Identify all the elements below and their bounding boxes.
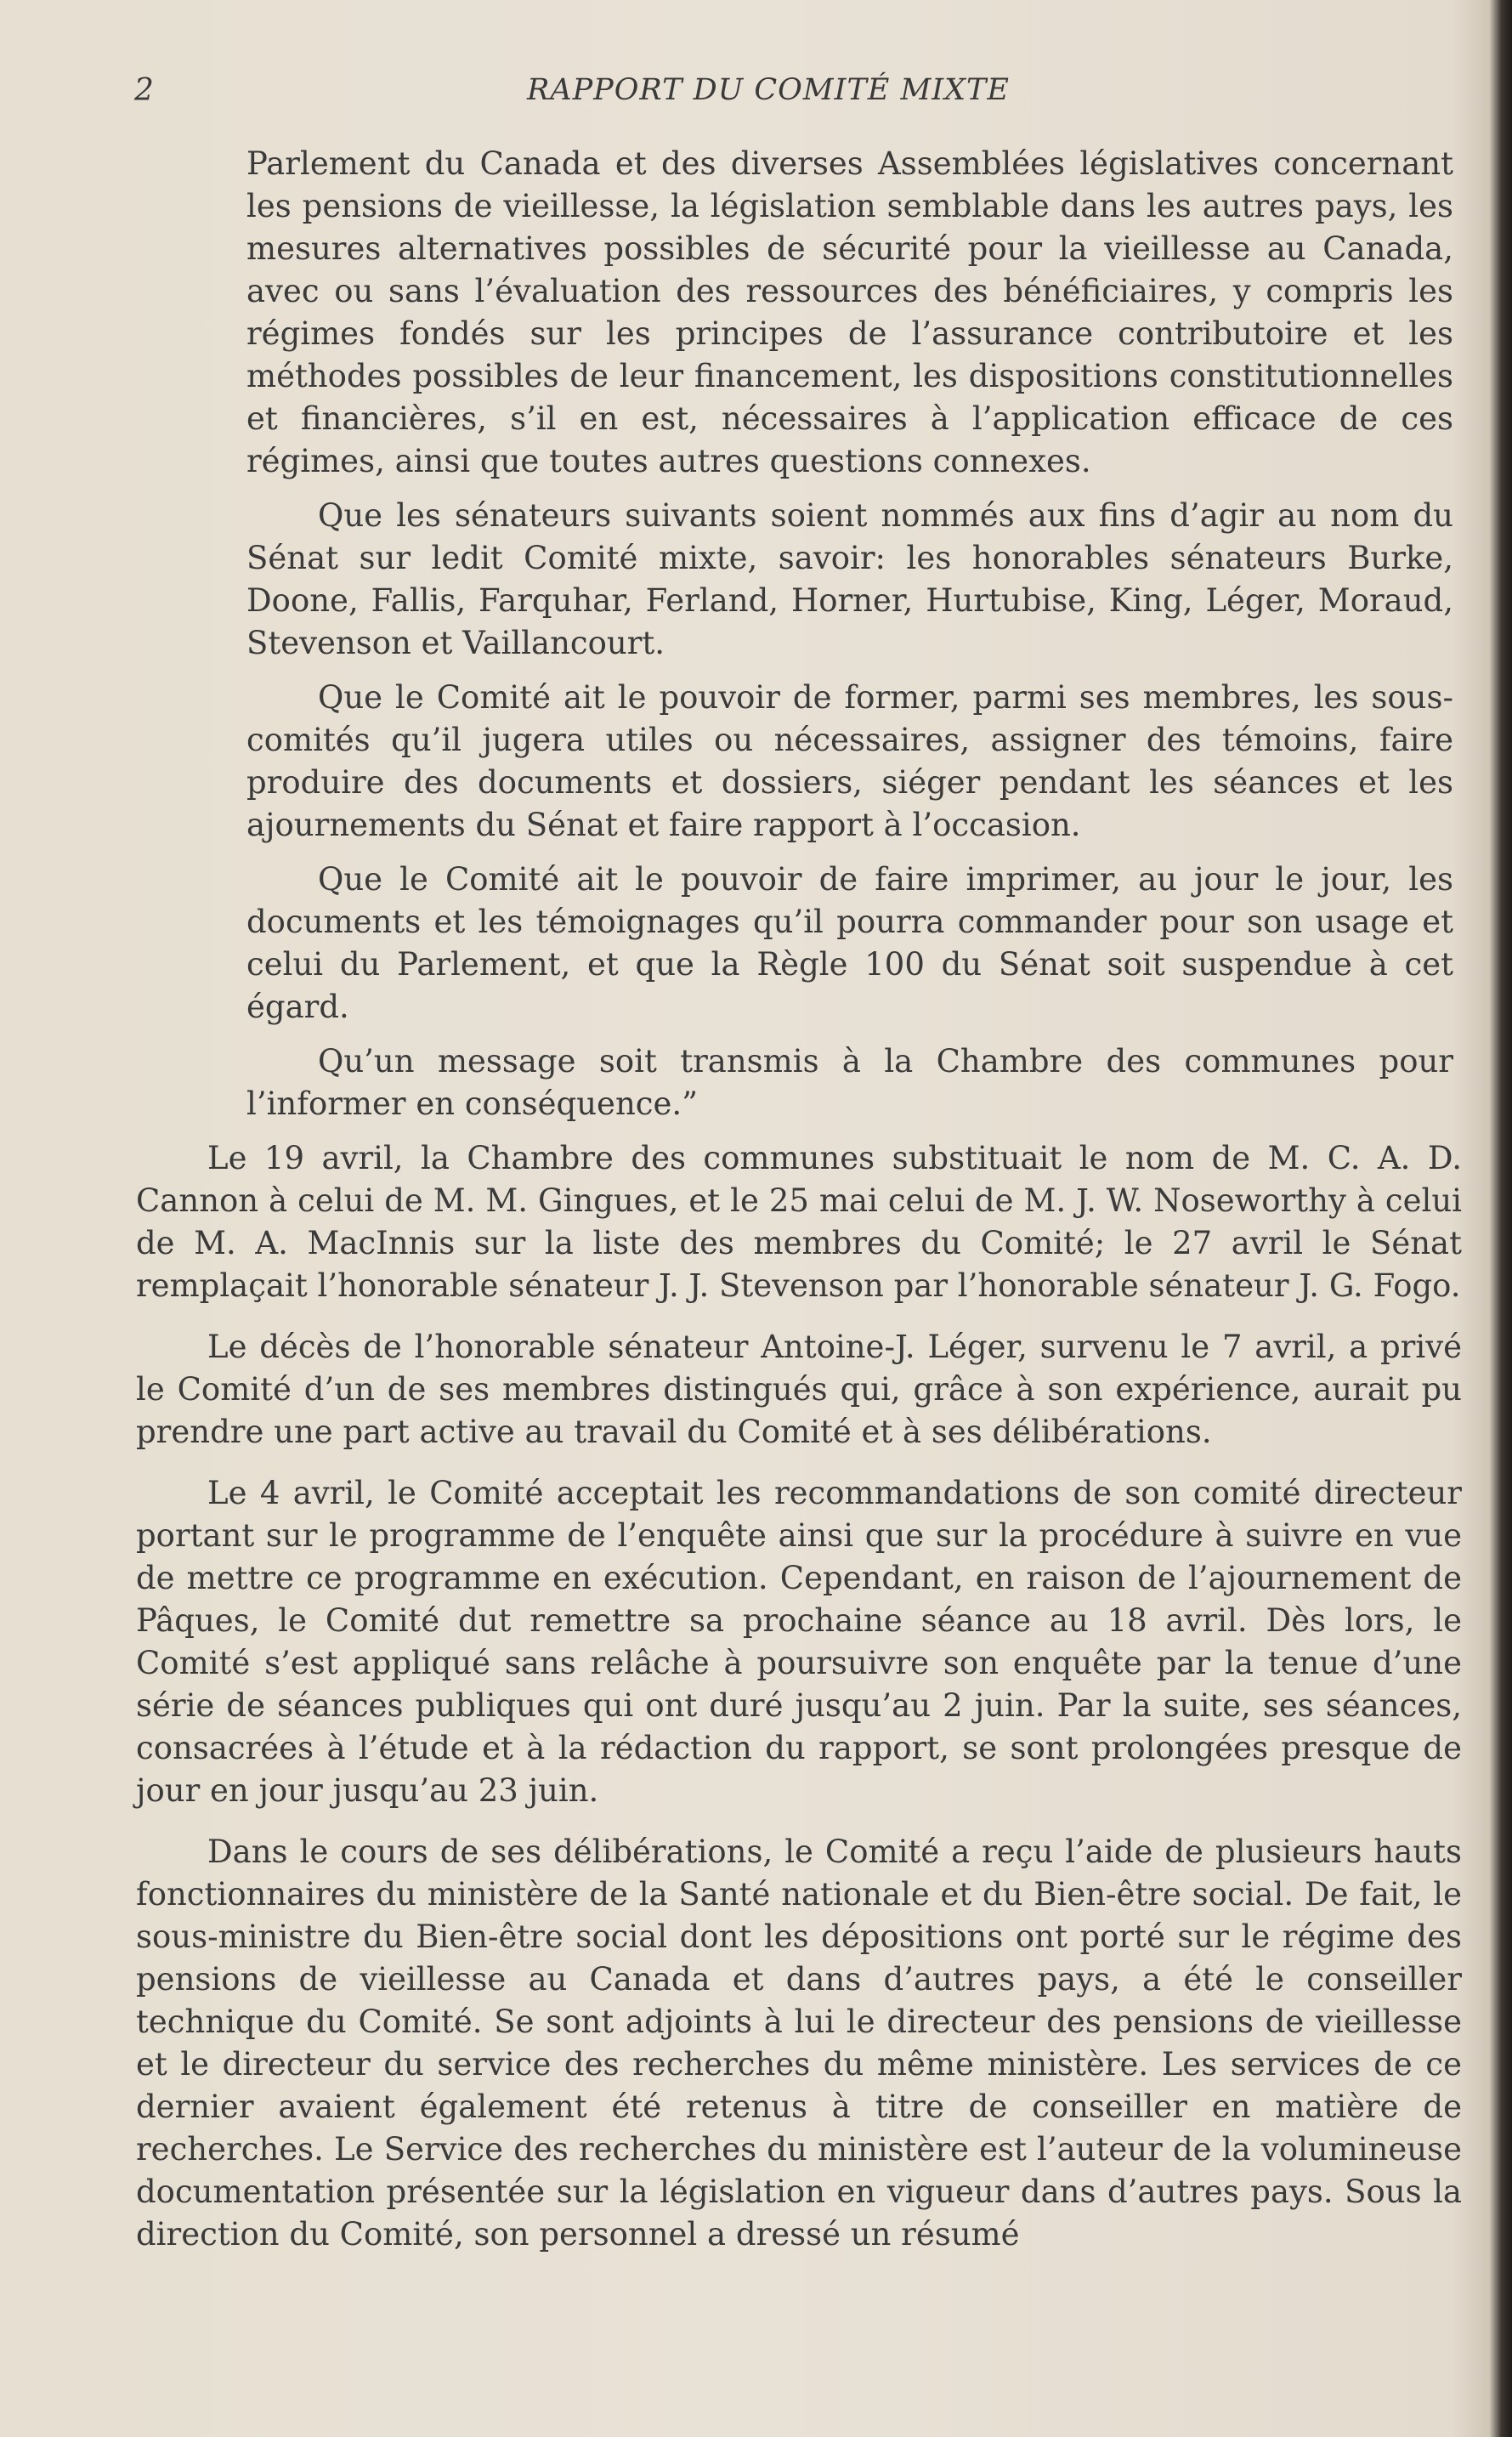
paragraph: Le 19 avril, la Chambre des communes substituait le nom de M. C. A. D. Cannon à celui de M. M. Gingues, et le 25 mai celui de M. J. W. Noseworthy à celui de M. A. MacInnis sur la liste des membres du Comité; le 27 avril le Sénat remplaçait l’honorable sénateur J. J. Stevenson par l’honorable sénateur J. G. Fogo.	[136, 1140, 1462, 1304]
paragraph: Le décès de l’honorable sénateur Antoine-J. Léger, survenu le 7 avril, a privé le Comité d’un de ses membres distingués qui, grâce à son expérience, aurait pu prendre une part active au travail du Comité et à ses délibérations.	[136, 1329, 1462, 1450]
paragraph: Le 4 avril, le Comité acceptait les recommandations de son comité directeur portant sur le programme de l’enquête ainsi que sur la procédure à suivre en vue de mettre ce programme en exécution. Cependant, en raison de l’ajournement de Pâques, le Comité dut remettre sa prochaine séance au 18 avril. Dès lors, le Comité s’est appliqué sans relâche à poursuivre son enquête par la tenue d’une série de séances publiques qui ont duré jusqu’au 2 juin. Par la suite, ses séances, consacrées à l’étude et à la rédaction du rapport, se sont prolongées presque de jour en jour jusqu’au 23 juin.	[136, 1475, 1462, 1809]
page-header	[127, 68, 1453, 119]
main-text	[136, 1137, 1462, 2256]
page-number: 2	[134, 73, 154, 108]
quoted-paragraph: Que les sénateurs suivants soient nommés aux fins d’agir au nom du Sénat sur ledit Comité mixte, savoir: les honorables sénateurs Burke, Doone, Fallis, Farquhar, Ferland, Horner, Hurtubise, King, Léger, Moraud, Stevenson et Vaillancourt.	[246, 497, 1453, 661]
quoted-paragraph: Que le Comité ait le pouvoir de faire imprimer, au jour le jour, les documents et les témoignages qu’il pourra commander pour son usage et celui du Parlement, et que la Règle 100 du Sénat soit suspendue à cet égard.	[246, 861, 1453, 1025]
running-title: RAPPORT DU COMITÉ MIXTE	[527, 73, 1010, 107]
quoted-paragraph: Parlement du Canada et des diverses Assemblées législatives concernant les pensions de vieillesse, la législation semblable dans les autres pays, les mesures alternatives possibles de sécurité pour la vieillesse au Canada, avec ou sans l’évaluation des ressources des bénéficiaires, y compris les régimes fondés sur les principes de l’assurance contributoire et les méthodes possibles de leur financement, les dispositions constitutionnelles et financières, s’il en est, nécessaires à l’application efficace de ces régimes, ainsi que toutes autres questions connexes.	[246, 145, 1453, 479]
quoted-paragraph: Qu’un message soit transmis à la Chambre des communes pour l’informer en conséquence.”	[246, 1043, 1453, 1122]
quoted-motion	[246, 143, 1453, 1125]
paragraph: Dans le cours de ses délibérations, le Comité a reçu l’aide de plusieurs hauts fonctionnaires du ministère de la Santé nationale et du Bien-être social. De fait, le sous-ministre du Bien-être social dont les dépositions ont porté sur le régime des pensions de vieillesse au Canada et dans d’autres pays, a été le conseiller technique du Comité. Se sont adjoints à lui le directeur des pensions de vieillesse et le directeur du service des recherches du même ministère. Les services de ce dernier avaient également été retenus à titre de conseiller en matière de recherches. Le Service des recherches du ministère est l’auteur de la volumineuse documentation présentée sur la législation en vigueur dans d’autres pays. Sous la direction du Comité, son personnel a dressé un résumé	[136, 1833, 1462, 2253]
body-text	[136, 143, 1462, 2275]
quoted-paragraph: Que le Comité ait le pouvoir de former, parmi ses membres, les sous-comités qu’il jugera utiles ou nécessaires, assigner des témoins, faire produire des documents et dossiers, siéger pendant les séances et les ajournements du Sénat et faire rapport à l’occasion.	[246, 679, 1453, 843]
